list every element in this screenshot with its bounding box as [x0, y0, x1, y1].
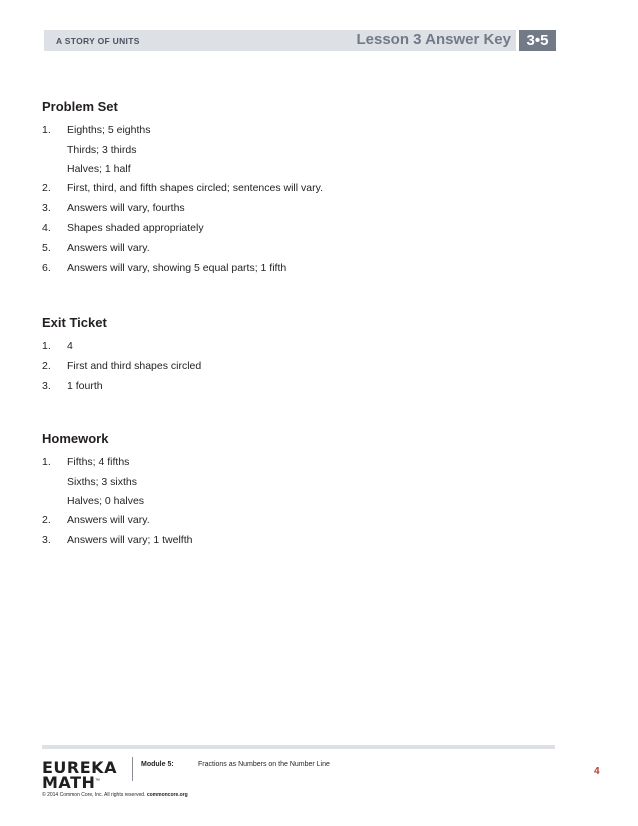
footer-divider: [132, 757, 133, 781]
list-item: [42, 143, 137, 162]
item-number: 2.: [42, 514, 51, 526]
item-text: Answers will vary.: [67, 514, 150, 526]
list-item: [42, 123, 151, 143]
item-number: 1.: [42, 124, 51, 136]
copyright-site: commoncore.org: [146, 792, 188, 798]
copyright: [42, 792, 188, 798]
list-item: [42, 533, 193, 553]
trademark-mark: ™: [95, 778, 100, 784]
item-text: Answers will vary.: [67, 242, 150, 254]
item-text: 4: [67, 340, 73, 352]
exit-ticket-section: [42, 315, 202, 399]
item-text: Shapes shaded appropriately: [67, 222, 204, 234]
list-item: [42, 339, 107, 359]
module-title: Fractions as Numbers on the Number Line: [198, 761, 330, 768]
item-text: Sixths; 3 sixths: [67, 476, 138, 488]
item-number: 2.: [42, 360, 51, 372]
section-title: Exit Ticket: [42, 315, 107, 330]
list-item: [42, 162, 131, 181]
page-number: 4: [594, 766, 600, 777]
item-number: 5.: [42, 242, 51, 254]
problem-set-section: [42, 99, 323, 281]
item-text: Halves; 1 half: [67, 163, 131, 175]
homework-section: [42, 431, 193, 553]
item-text: Answers will vary, showing 5 equal parts; 1 fifth: [67, 262, 287, 274]
list-item: [42, 494, 145, 513]
list-item: [42, 201, 185, 221]
item-text: Answers will vary; 1 twelfth: [67, 534, 193, 546]
list-item: [42, 221, 204, 241]
item-number: 3.: [42, 202, 51, 214]
grade-module-badge: 3•5: [519, 30, 556, 51]
list-item: [42, 379, 107, 399]
item-number: 2.: [42, 182, 51, 194]
module-label: Module 5:: [141, 761, 174, 768]
item-number: 1.: [42, 456, 51, 468]
item-number: 6.: [42, 262, 51, 274]
list-item: [42, 513, 150, 533]
item-number: 3.: [42, 380, 51, 392]
list-item: [42, 181, 323, 201]
item-number: 1.: [42, 340, 51, 352]
list-item: [42, 455, 130, 475]
item-text: Eighths; 5 eighths: [67, 124, 151, 136]
item-number: 3.: [42, 534, 51, 546]
eureka-math-logo-math: MATH: [42, 773, 96, 792]
list-item: [42, 261, 287, 281]
footer-bar: [42, 745, 555, 749]
section-title: Homework: [42, 431, 109, 446]
copyright-text: © 2014 Common Core, Inc. All rights reserved.: [42, 792, 146, 798]
section-title: Problem Set: [42, 99, 118, 114]
list-item: [42, 475, 138, 494]
item-text: Halves; 0 halves: [67, 495, 145, 507]
item-text: Thirds; 3 thirds: [67, 144, 137, 156]
item-text: 1 fourth: [67, 380, 103, 392]
item-text: First, third, and fifth shapes circled; sentences will vary.: [67, 182, 323, 194]
list-item: [42, 359, 202, 379]
series-label: A STORY OF UNITS: [56, 36, 140, 46]
item-text: Fifths; 4 fifths: [67, 456, 130, 468]
page-title: Lesson 3 Answer Key: [356, 31, 511, 48]
list-item: [42, 241, 150, 261]
item-number: 4.: [42, 222, 51, 234]
eureka-math-logo: EUREKA: [42, 758, 117, 777]
item-text: First and third shapes circled: [67, 360, 202, 372]
item-text: Answers will vary, fourths: [67, 202, 185, 214]
